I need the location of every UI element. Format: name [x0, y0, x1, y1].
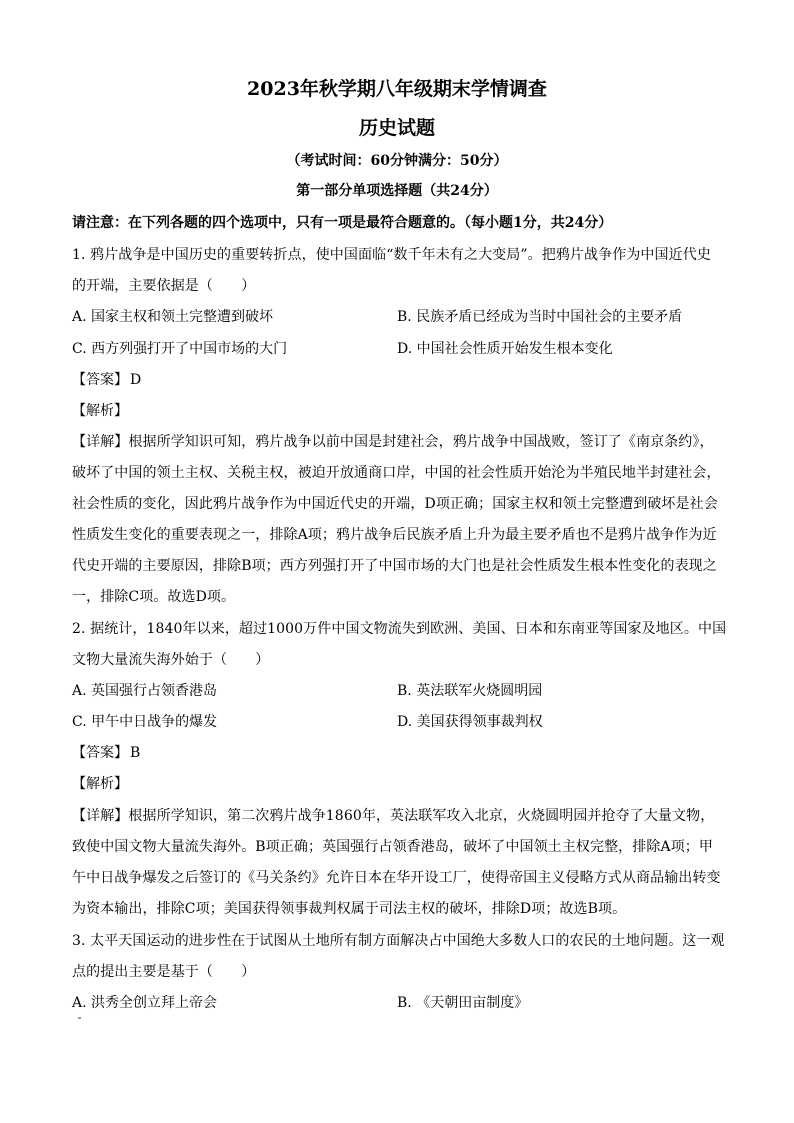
answer-value: B — [130, 745, 141, 761]
q1-detail-line-5: 代史开端的主要原因，排除B项；西方列强打开了中国市场的大门也是社会性质发生根本性变化的表现之 — [72, 558, 717, 574]
q1-detail-line-2: 破坏了中国的领土主权、关税主权，被迫开放通商口岸，中国的社会性质开始沦为半殖民地半封建社会， — [72, 465, 721, 481]
q1-option-c: C. 西方列强打开了中国市场的大门 — [72, 341, 288, 357]
notice-text: 请注意：在下列各题的四个选项中，只有一项是最符合题意的。（每小题1分，共24分） — [72, 215, 613, 231]
answer-label: 【答案】 — [72, 745, 128, 761]
q2-option-d: D. 美国获得领事裁判权 — [397, 714, 543, 730]
q2-detail-line-1: 【详解】根据所学知识，第二次鸦片战争1860年，英法联军攻入北京，火烧圆明园并抢夺了大量文物， — [72, 808, 715, 824]
scan-speck — [78, 1017, 81, 1019]
q2-stem-line-2: 文物大量流失海外始于（ ） — [72, 652, 270, 668]
subject-title: 历史试题 — [358, 117, 435, 139]
q2-option-c: C. 甲午中日战争的爆发 — [72, 714, 218, 730]
q2-option-a: A. 英国强行占领香港岛 — [72, 683, 218, 699]
q3-stem-line-1: 3. 太平天国运动的进步性在于试图从土地所有制方面解决占中国绝大多数人口的农民的土地问题。这一观 — [72, 933, 725, 949]
q2-answer — [72, 742, 140, 762]
main-title: 2023年秋学期八年级期末学情调查 — [247, 78, 547, 100]
q2-detail-line-2: 致使中国文物大量流失海外。B项正确；英国强行占领香港岛，破坏了中国领土主权完整，排除A项；甲 — [72, 839, 713, 855]
q2-analysis-label: 【解析】 — [72, 776, 128, 792]
q2-detail-line-4: 为资本输出，排除C项；美国获得领事裁判权属于司法主权的破坏，排除D项；故选B项。 — [72, 901, 627, 917]
answer-label: 【答案】 — [72, 372, 128, 388]
q2-detail-line-3: 午中日战争爆发之后签订的《马关条约》允许日本在华开设工厂，使得帝国主义侵略方式从商品输出转变 — [72, 870, 721, 886]
q3-option-a: A. 洪秀全创立拜上帝会 — [72, 995, 218, 1011]
q2-option-b: B. 英法联军火烧圆明园 — [397, 683, 543, 699]
q3-stem-line-2: 点的提出主要是基于（ ） — [72, 964, 256, 980]
q1-detail-line-6: 一，排除C项。故选D项。 — [72, 589, 236, 605]
q1-detail-line-4: 性质发生变化的重要表现之一，排除A项；鸦片战争后民族矛盾上升为最主要矛盾也不是鸦片战争作为近 — [72, 527, 717, 543]
section-title: 第一部分单项选择题（共24分） — [296, 183, 498, 199]
q1-stem-line-1: 1. 鸦片战争是中国历史的重要转折点，使中国面临“数千年未有之大变局”。把鸦片战争作为中国近代史 — [72, 247, 711, 263]
q2-stem-line-1: 2. 据统计，1840年以来，超过1000万件中国文物流失到欧洲、美国、日本和东南亚等国家及地区。中国 — [72, 621, 727, 637]
q1-option-d: D. 中国社会性质开始发生根本变化 — [397, 341, 613, 357]
exam-info: （考试时间：60分钟满分：50分） — [286, 153, 508, 169]
q1-analysis-label: 【解析】 — [72, 403, 128, 419]
answer-value: D — [130, 372, 142, 388]
q1-detail-line-1: 【详解】根据所学知识可知，鸦片战争以前中国是封建社会，鸦片战争中国战败，签订了《南京条约》， — [72, 434, 714, 450]
q1-answer — [72, 369, 141, 389]
q1-detail-line-3: 社会性质的变化，因此鸦片战争作为中国近代史的开端，D项正确；国家主权和领土完整遭到破坏是社会 — [72, 496, 718, 512]
q1-stem-line-2: 的开端，主要依据是（ ） — [72, 278, 256, 294]
q3-option-b: B. 《天朝田亩制度》 — [397, 995, 529, 1011]
q1-option-a: A. 国家主权和领土完整遭到破坏 — [72, 309, 274, 325]
q1-option-b: B. 民族矛盾已经成为当时中国社会的主要矛盾 — [397, 309, 683, 325]
